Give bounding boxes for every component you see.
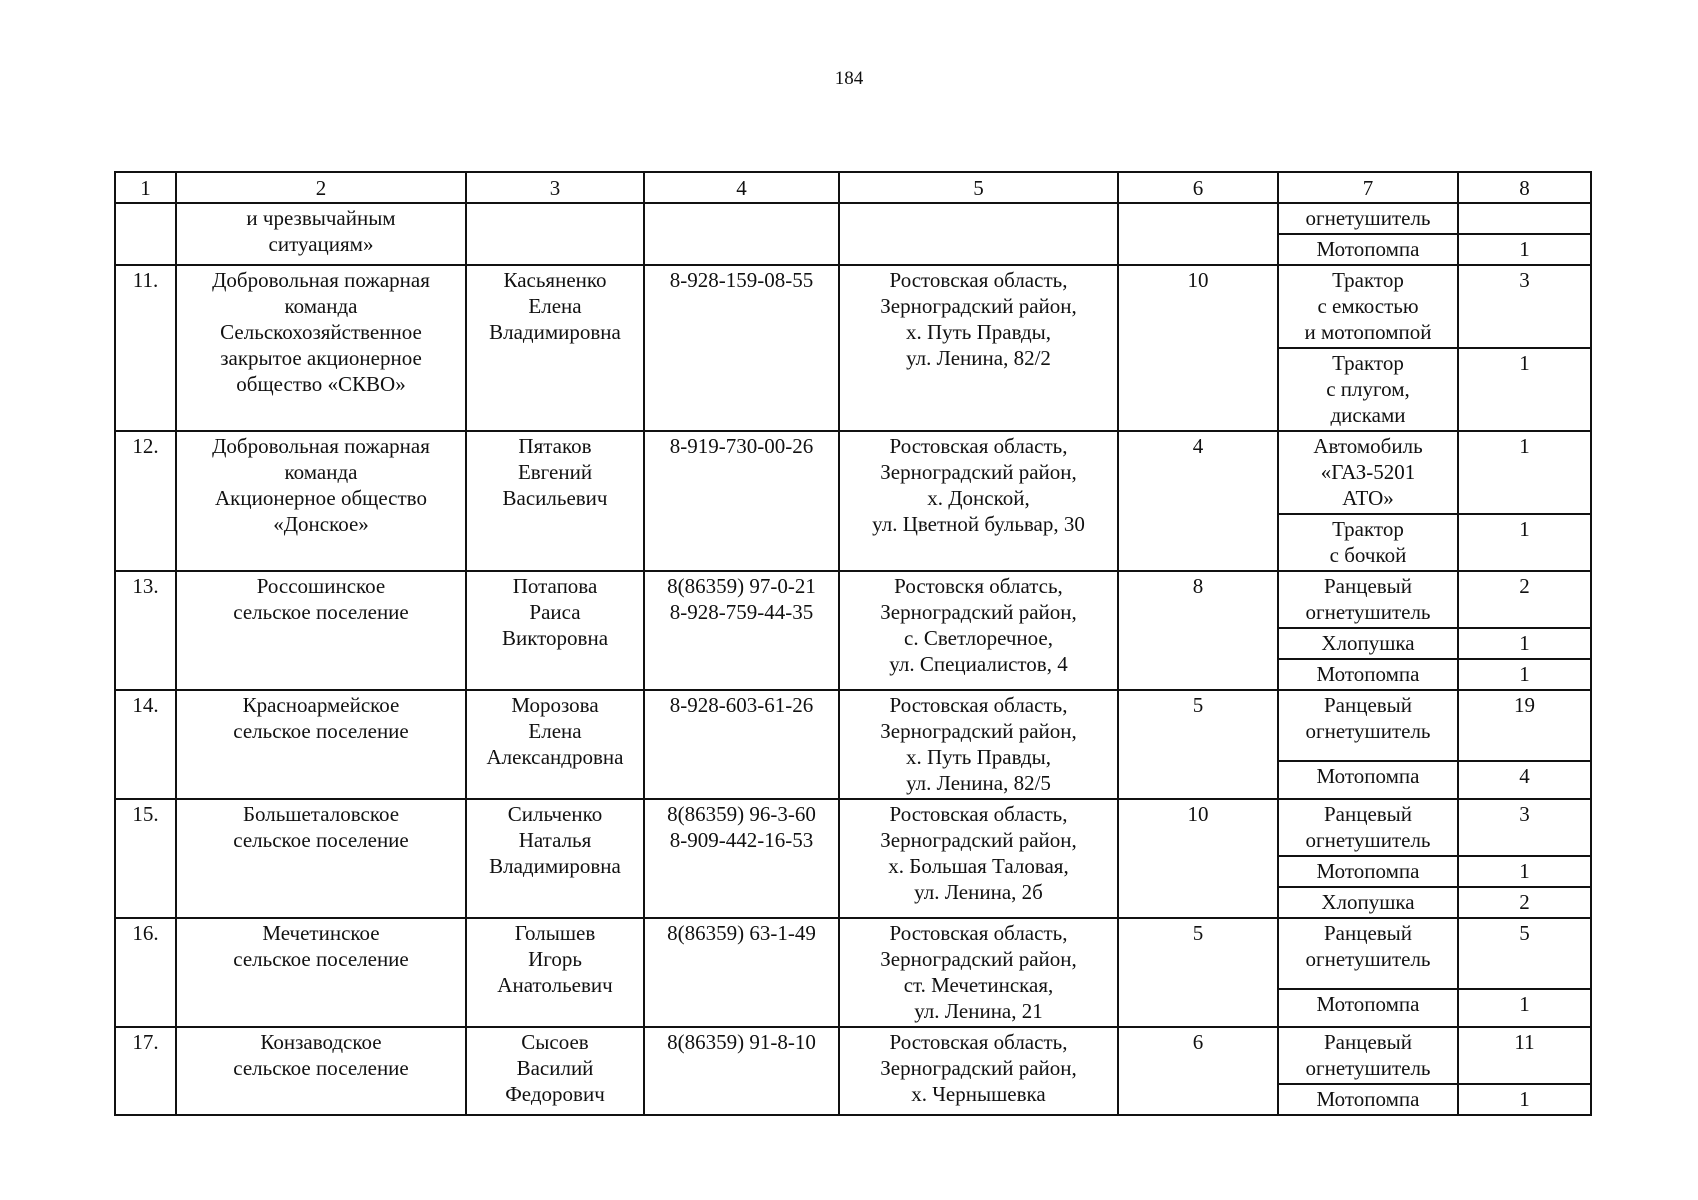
phone-cell: 8-928-159-08-55 xyxy=(644,265,839,431)
table-row xyxy=(115,431,1591,514)
equipment-item-cell: Ранцевый огнетушитель xyxy=(1278,799,1458,856)
equipment-qty-cell: 1 xyxy=(1458,514,1591,571)
row-number-cell: 12. xyxy=(115,431,176,571)
equipment-qty-cell: 11 xyxy=(1458,1027,1591,1084)
equipment-qty-cell: 4 xyxy=(1458,761,1591,799)
equipment-qty-cell: 5 xyxy=(1458,918,1591,989)
equipment-item-cell: Ранцевый огнетушитель xyxy=(1278,918,1458,989)
contact-person-cell: Сысоев Василий Федорович xyxy=(466,1027,644,1115)
organization-cell: Конзаводское сельское поселение xyxy=(176,1027,466,1115)
equipment-qty-cell: 1 xyxy=(1458,348,1591,431)
column-number-cell: 1 xyxy=(115,172,176,203)
table-row xyxy=(115,690,1591,761)
equipment-qty-cell: 1 xyxy=(1458,659,1591,690)
equipment-qty-cell: 1 xyxy=(1458,234,1591,265)
resource-table xyxy=(114,171,1592,1116)
equipment-item-cell: Мотопомпа xyxy=(1278,1084,1458,1115)
row-number-cell: 16. xyxy=(115,918,176,1027)
equipment-qty-cell xyxy=(1458,203,1591,234)
equipment-item-cell: Трактор с емкостью и мотопомпой xyxy=(1278,265,1458,348)
phone-cell: 8-928-603-61-26 xyxy=(644,690,839,799)
column-number-cell: 6 xyxy=(1118,172,1278,203)
address-cell: Ростовская область, Зерноградский район, х. Путь Правды, ул. Ленина, 82/2 xyxy=(839,265,1118,431)
phone-cell: 8(86359) 97-0-21 8-928-759-44-35 xyxy=(644,571,839,690)
equipment-item-cell: Мотопомпа xyxy=(1278,659,1458,690)
phone-cell xyxy=(644,203,839,265)
column-number-cell: 3 xyxy=(466,172,644,203)
contact-person-cell: Сильченко Наталья Владимировна xyxy=(466,799,644,918)
phone-cell: 8(86359) 63-1-49 xyxy=(644,918,839,1027)
personnel-count-cell: 10 xyxy=(1118,265,1278,431)
address-cell: Ростовская область, Зерноградский район, х. Путь Правды, ул. Ленина, 82/5 xyxy=(839,690,1118,799)
personnel-count-cell xyxy=(1118,203,1278,265)
equipment-qty-cell: 2 xyxy=(1458,887,1591,918)
address-cell: Ростовская область, Зерноградский район, х. Донской, ул. Цветной бульвар, 30 xyxy=(839,431,1118,571)
organization-cell: Добровольная пожарная команда Сельскохозяйственное закрытое акционерное общество «СКВО» xyxy=(176,265,466,431)
table-row xyxy=(115,265,1591,348)
row-number-cell: 11. xyxy=(115,265,176,431)
personnel-count-cell: 8 xyxy=(1118,571,1278,690)
contact-person-cell: Голышев Игорь Анатольевич xyxy=(466,918,644,1027)
address-cell: Ростовская область, Зерноградский район, ст. Мечетинская, ул. Ленина, 21 xyxy=(839,918,1118,1027)
contact-person-cell xyxy=(466,203,644,265)
table-row xyxy=(115,799,1591,856)
phone-cell: 8(86359) 91-8-10 xyxy=(644,1027,839,1115)
equipment-qty-cell: 1 xyxy=(1458,856,1591,887)
table-row xyxy=(115,1027,1591,1084)
equipment-item-cell: огнетушитель xyxy=(1278,203,1458,234)
equipment-item-cell: Мотопомпа xyxy=(1278,761,1458,799)
equipment-item-cell: Ранцевый огнетушитель xyxy=(1278,1027,1458,1084)
column-number-cell: 5 xyxy=(839,172,1118,203)
organization-cell: Россошинское сельское поселение xyxy=(176,571,466,690)
address-cell: Ростовская область, Зерноградский район, х. Большая Таловая, ул. Ленина, 2б xyxy=(839,799,1118,918)
row-number-cell: 13. xyxy=(115,571,176,690)
table-row xyxy=(115,571,1591,628)
equipment-item-cell: Ранцевый огнетушитель xyxy=(1278,690,1458,761)
equipment-qty-cell: 2 xyxy=(1458,571,1591,628)
equipment-item-cell: Трактор с бочкой xyxy=(1278,514,1458,571)
phone-cell: 8-919-730-00-26 xyxy=(644,431,839,571)
equipment-item-cell: Хлопушка xyxy=(1278,887,1458,918)
equipment-qty-cell: 1 xyxy=(1458,628,1591,659)
column-number-cell: 2 xyxy=(176,172,466,203)
contact-person-cell: Морозова Елена Александровна xyxy=(466,690,644,799)
equipment-item-cell: Ранцевый огнетушитель xyxy=(1278,571,1458,628)
equipment-qty-cell: 1 xyxy=(1458,1084,1591,1115)
phone-cell: 8(86359) 96-3-60 8-909-442-16-53 xyxy=(644,799,839,918)
equipment-item-cell: Хлопушка xyxy=(1278,628,1458,659)
equipment-qty-cell: 3 xyxy=(1458,799,1591,856)
contact-person-cell: Потапова Раиса Викторовна xyxy=(466,571,644,690)
equipment-item-cell: Автомобиль «ГАЗ-5201 АТО» xyxy=(1278,431,1458,514)
personnel-count-cell: 6 xyxy=(1118,1027,1278,1115)
address-cell: Ростовская область, Зерноградский район, х. Чернышевка xyxy=(839,1027,1118,1115)
row-number-cell: 15. xyxy=(115,799,176,918)
equipment-qty-cell: 1 xyxy=(1458,431,1591,514)
personnel-count-cell: 5 xyxy=(1118,690,1278,799)
personnel-count-cell: 4 xyxy=(1118,431,1278,571)
organization-cell: и чрезвычайным ситуациям» xyxy=(176,203,466,265)
row-number-cell: 17. xyxy=(115,1027,176,1115)
equipment-qty-cell: 3 xyxy=(1458,265,1591,348)
column-number-cell: 8 xyxy=(1458,172,1591,203)
organization-cell: Большеталовское сельское поселение xyxy=(176,799,466,918)
organization-cell: Красноармейское сельское поселение xyxy=(176,690,466,799)
organization-cell: Мечетинское сельское поселение xyxy=(176,918,466,1027)
equipment-item-cell: Трактор с плугом, дисками xyxy=(1278,348,1458,431)
table-row xyxy=(115,203,1591,234)
equipment-item-cell: Мотопомпа xyxy=(1278,989,1458,1027)
address-cell xyxy=(839,203,1118,265)
page-number: 184 xyxy=(834,68,864,89)
equipment-qty-cell: 1 xyxy=(1458,989,1591,1027)
row-number-cell: 14. xyxy=(115,690,176,799)
column-number-cell: 7 xyxy=(1278,172,1458,203)
equipment-item-cell: Мотопомпа xyxy=(1278,856,1458,887)
personnel-count-cell: 5 xyxy=(1118,918,1278,1027)
personnel-count-cell: 10 xyxy=(1118,799,1278,918)
organization-cell: Добровольная пожарная команда Акционерное общество «Донское» xyxy=(176,431,466,571)
row-number-cell xyxy=(115,203,176,265)
contact-person-cell: Пятаков Евгений Васильевич xyxy=(466,431,644,571)
equipment-item-cell: Мотопомпа xyxy=(1278,234,1458,265)
table-row xyxy=(115,918,1591,989)
equipment-qty-cell: 19 xyxy=(1458,690,1591,761)
column-number-row xyxy=(115,172,1591,203)
column-number-cell: 4 xyxy=(644,172,839,203)
contact-person-cell: Касьяненко Елена Владимировна xyxy=(466,265,644,431)
address-cell: Ростовскя облатсь, Зерноградский район, с. Светлоречное, ул. Специалистов, 4 xyxy=(839,571,1118,690)
